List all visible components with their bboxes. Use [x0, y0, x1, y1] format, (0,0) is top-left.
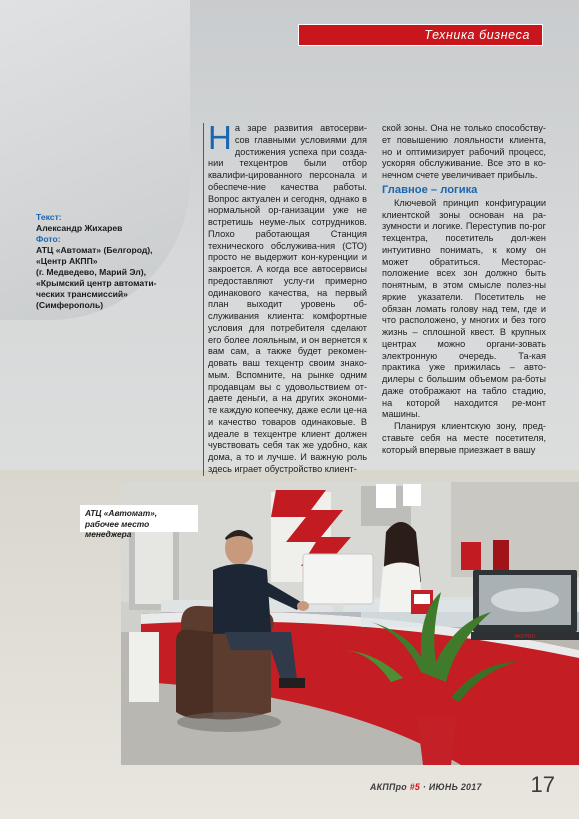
credits-photo-line: «Крымский центр автомати- [36, 278, 157, 288]
journal-name: АКППро [370, 782, 407, 792]
page-number: 17 [530, 772, 555, 797]
credits-photo-label: Фото: [36, 234, 61, 244]
column-1-text: Вопрос актуален и сегодня, однако в нормальной ор-ганизации уже не встретишь неуме-лых сотрудников. Плохо работающая Станция технического обслужива-ния (СТО) просто не выдержит кон-куренции и закроется. А когда все автосервисы предоставляют услу-ги примерно одинакового качества, на первый план выходит уровень об-служивания клиента: комфортные условия для потребителя сделают его более лояльным, и он вернется к вам сам, а также будет рекомен-довать ваш техцентр своим знако-мым. Вспомните, на рынке одним продавцам вы с удовольствием от-даете деньги, а на других экономи-те каждую копеечку, даже если це-на и качество товаров одинаковые. В идеале в техцентре клиент должен чувствовать себя так же удобно, как дома, а то и лучше. И важную роль здесь играет обустройство клиент- [208, 193, 367, 474]
credits-author: Александр Жихарев [36, 223, 123, 233]
separator: · [422, 782, 427, 792]
credits-photo-line: (Симферополь) [36, 300, 104, 310]
section-rubric: Техника бизнеса [298, 24, 543, 46]
journal-name-issue [370, 782, 482, 792]
drop-cap: Н [208, 119, 232, 156]
caption-line-1: АТЦ «Автомат», [85, 508, 158, 518]
monitor-brand: AKPPRO [514, 634, 536, 640]
lead-text: а заре развития автосерви-сов главными условиями для достижения успеха при созда-нии техцентров были отбор квалифи-цированного персонала и обеспече-ние качества работы. [208, 123, 367, 192]
credits-text-label: Текст: [36, 212, 62, 222]
column-2-continuation: ской зоны. Она не только способству-ет повышению лояльности клиента, но и оптимизирует рабочий процесс, ускоряя обслуживание. Все это в ко-нечном счете увеличивает прибыль. [382, 123, 546, 180]
lead-paragraph [203, 119, 367, 476]
credits-photo-line: (г. Медведево, Марий Эл), [36, 267, 146, 277]
paragraph: Планируя клиентскую зону, пред-ставьте себя на месте посетителя, который впервые приезжает в вашу [382, 421, 546, 455]
caption-line-2: рабочее место менеджера [85, 518, 150, 539]
paragraph: Ключевой принцип конфигурации клиентской зоны основан на ра-зумности и логике. Переступив по-рог техцентра, посетитель дол-жен интуитивно понимать, к кому он может обратиться. Месторас-положение всех зон должно быть понятным, в этом смысле полез-ны яркие указатели. Посетитель не обязан ломать голову над тем, где и что расположено, у многих и без того жизнь – сплошной квест. В крупных центрах можно органи-зовать электронную очередь. Та-кая практика уже прижилась – авто-дилеры с большим объемом ра-боты даже отображают на табло стадию, на которой находится ре-монт машины. [382, 197, 546, 420]
issue-number: #5 [409, 782, 421, 792]
article-column-1 [203, 119, 367, 476]
subheading: Главное – логика [382, 183, 478, 196]
issue-date: ИЮНЬ 2017 [428, 782, 482, 792]
article-column-2 [382, 123, 546, 456]
photo-caption [80, 505, 198, 539]
credits-photo-line: «Центр АКПП» [36, 256, 98, 266]
credits-photo-line: АТЦ «Автомат» (Белгород), [36, 245, 153, 255]
article-credits [36, 212, 186, 311]
credits-photo-line: ческих трансмиссий» [36, 289, 128, 299]
page-footer [370, 772, 555, 802]
